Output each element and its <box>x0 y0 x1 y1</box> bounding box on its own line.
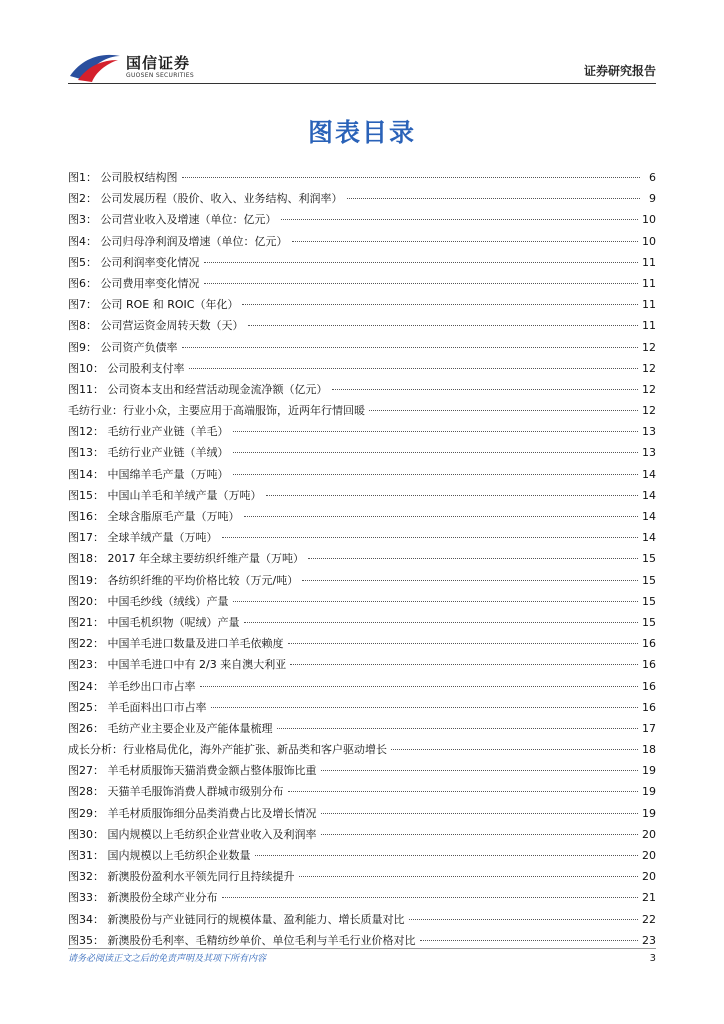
toc-entry[interactable] <box>68 807 656 828</box>
toc-entry-page: 19 <box>642 785 656 799</box>
disclaimer-note: 请务必阅读正文之后的免责声明及其项下所有内容 <box>68 954 267 964</box>
toc-entry-label: 图32： 新澳股份盈利水平领先同行且持续提升 <box>68 870 295 884</box>
toc-dot-leader <box>299 876 639 877</box>
toc-dot-leader <box>308 558 638 559</box>
toc-dot-leader <box>288 643 639 644</box>
toc-entry[interactable] <box>68 701 656 722</box>
toc-entry-page: 11 <box>642 255 656 269</box>
toc-entry-label: 图6： 公司费用率变化情况 <box>68 276 200 290</box>
toc-entry[interactable] <box>68 362 656 383</box>
toc-entry-label: 图1： 公司股权结构图 <box>68 171 178 184</box>
toc-dot-leader <box>292 241 639 242</box>
toc-entry-page: 13 <box>642 425 656 439</box>
toc-entry-label: 图11： 公司资本支出和经营活动现金流净额（亿元） <box>68 382 328 396</box>
toc-entry-page: 15 <box>642 552 656 566</box>
toc-entry[interactable] <box>68 192 656 213</box>
toc-entry[interactable] <box>68 913 656 934</box>
toc-entry-label: 图30： 国内规模以上毛纺织企业营业收入及利润率 <box>68 827 317 841</box>
toc-entry-label: 图31： 国内规模以上毛纺织企业数量 <box>68 849 251 862</box>
toc-entry-page: 12 <box>642 404 656 418</box>
toc-entry-label: 图34： 新澳股份与产业链同行的规模体量、盈利能力、增长质量对比 <box>68 912 405 926</box>
toc-entry-page: 16 <box>642 637 656 651</box>
toc-entry[interactable] <box>68 722 656 743</box>
guosen-logo-mark-icon <box>68 50 122 84</box>
toc-dot-leader <box>233 452 639 453</box>
toc-entry-label: 图29： 羊毛材质服饰细分品类消费占比及增长情况 <box>68 806 317 820</box>
toc-entry-page: 17 <box>642 721 656 735</box>
toc-entry-page: 15 <box>642 615 656 629</box>
toc-dot-leader <box>222 897 639 898</box>
toc-entry-label: 毛纺行业：行业小众，主要应用于高端服饰，近两年行情回暖 <box>68 404 365 418</box>
toc-dot-leader <box>242 304 638 305</box>
toc-dot-leader <box>244 622 639 623</box>
toc-dot-leader <box>200 686 639 687</box>
toc-entry-page: 10 <box>642 234 656 248</box>
toc-entry-label: 图16： 全球含脂原毛产量（万吨） <box>68 510 240 523</box>
toc-entry[interactable] <box>68 446 656 467</box>
toc-entry[interactable] <box>68 277 656 298</box>
toc-entry-page: 22 <box>642 912 656 926</box>
toc-entry-page: 9 <box>649 192 656 206</box>
toc-dot-leader <box>222 537 639 538</box>
toc-entry[interactable] <box>68 298 656 319</box>
toc-entry-page: 19 <box>642 806 656 820</box>
toc-entry-label: 图28： 天猫羊毛服饰消费人群城市级别分布 <box>68 785 284 799</box>
toc-entry-page: 23 <box>642 933 656 947</box>
toc-entry-page: 20 <box>642 827 656 841</box>
toc-dot-leader <box>302 580 638 581</box>
logo-english-name: GUOSEN SECURITIES <box>126 71 195 79</box>
toc-entry[interactable] <box>68 319 656 340</box>
toc-entry[interactable] <box>68 552 656 573</box>
toc-entry[interactable] <box>68 743 656 764</box>
toc-dot-leader <box>182 347 639 348</box>
toc-entry-label: 图18： 2017 年全球主要纺织纤维产量（万吨） <box>68 552 304 566</box>
toc-dot-leader <box>321 813 639 814</box>
toc-entry-label: 图25： 羊毛面料出口市占率 <box>68 700 207 714</box>
toc-dot-leader <box>244 516 639 517</box>
toc-entry[interactable] <box>68 489 656 510</box>
toc-dot-leader <box>409 919 639 920</box>
toc-entry-label: 图14： 中国绵羊毛产量（万吨） <box>68 467 229 481</box>
toc-entry[interactable] <box>68 616 656 637</box>
toc-entry-page: 14 <box>642 488 656 502</box>
toc-dot-leader <box>266 495 639 496</box>
report-type-label: 证券研究报告 <box>583 64 656 78</box>
toc-dot-leader <box>233 601 639 602</box>
toc-entry[interactable] <box>68 574 656 595</box>
toc-dot-leader <box>288 791 639 792</box>
toc-entry-page: 14 <box>642 467 656 481</box>
toc-dot-leader <box>332 389 639 390</box>
toc-entry-page: 18 <box>642 743 656 757</box>
toc-entry[interactable] <box>68 213 656 234</box>
toc-dot-leader <box>391 749 638 750</box>
toc-entry-page: 14 <box>642 510 656 523</box>
toc-dot-leader <box>281 219 639 220</box>
toc-dot-leader <box>321 770 639 771</box>
toc-entry-page: 10 <box>642 213 656 227</box>
toc-entry[interactable] <box>68 235 656 256</box>
toc-entry-label: 图24： 羊毛纱出口市占率 <box>68 679 196 693</box>
toc-entry-page: 16 <box>642 679 656 693</box>
page-header <box>68 47 656 87</box>
toc-entry-page: 16 <box>642 700 656 714</box>
toc-entry-label: 成长分析：行业格局优化，海外产能扩张、新品类和客户驱动增长 <box>68 743 387 757</box>
toc-entry-label: 图26： 毛纺产业主要企业及产能体量梳理 <box>68 721 273 735</box>
toc-dot-leader <box>369 410 638 411</box>
toc-dot-leader <box>255 855 639 856</box>
toc-entry[interactable] <box>68 637 656 658</box>
toc-entry[interactable] <box>68 849 656 870</box>
toc-dot-leader <box>248 325 639 326</box>
toc-dot-leader <box>277 728 639 729</box>
toc-entry[interactable] <box>68 891 656 912</box>
toc-entry[interactable] <box>68 680 656 701</box>
toc-dot-leader <box>347 198 641 199</box>
toc-entry-label: 图22： 中国羊毛进口数量及进口羊毛依赖度 <box>68 637 284 651</box>
table-of-figures <box>68 171 656 955</box>
toc-entry-label: 图27： 羊毛材质服饰天猫消费金额占整体服饰比重 <box>68 764 317 778</box>
toc-entry-label: 图5： 公司利润率变化情况 <box>68 255 200 269</box>
toc-entry-label: 图7： 公司 ROE 和 ROIC（年化） <box>68 298 239 312</box>
toc-dot-leader <box>182 177 641 178</box>
toc-entry[interactable] <box>68 425 656 446</box>
guosen-logo <box>68 47 194 87</box>
toc-entry-label: 图9： 公司资产负债率 <box>68 340 178 354</box>
toc-dot-leader <box>233 474 639 475</box>
toc-entry-label: 图19： 各纺织纤维的平均价格比较（万元/吨） <box>68 573 299 587</box>
toc-dot-leader <box>204 262 639 263</box>
toc-entry[interactable] <box>68 468 656 489</box>
toc-entry[interactable] <box>68 171 656 192</box>
toc-entry-page: 13 <box>642 446 656 460</box>
toc-entry-label: 图33： 新澳股份全球产业分布 <box>68 891 218 905</box>
toc-entry-page: 12 <box>642 382 656 396</box>
toc-entry-label: 图23： 中国羊毛进口中有 2/3 来自澳大利亚 <box>68 658 287 672</box>
toc-entry[interactable] <box>68 658 656 679</box>
toc-entry[interactable] <box>68 510 656 531</box>
toc-entry[interactable] <box>68 256 656 277</box>
logo-chinese-name: 国信证券 <box>126 53 191 72</box>
toc-entry-page: 11 <box>642 298 656 312</box>
toc-entry[interactable] <box>68 828 656 849</box>
toc-entry[interactable] <box>68 870 656 891</box>
toc-entry-page: 16 <box>642 658 656 672</box>
toc-dot-leader <box>420 940 639 941</box>
toc-entry-label: 图17： 全球羊绒产量（万吨） <box>68 531 218 545</box>
toc-entry-page: 15 <box>642 573 656 587</box>
toc-entry-page: 12 <box>642 361 656 375</box>
toc-dot-leader <box>290 664 638 665</box>
toc-entry[interactable] <box>68 404 656 425</box>
toc-entry-page: 11 <box>642 276 656 290</box>
toc-entry[interactable] <box>68 764 656 785</box>
toc-entry-page: 12 <box>642 340 656 354</box>
toc-entry[interactable] <box>68 595 656 616</box>
toc-entry-label: 图12： 毛纺行业产业链（羊毛） <box>68 425 229 439</box>
toc-entry-label: 图35： 新澳股份毛利率、毛精纺纱单价、单位毛利与羊毛行业价格对比 <box>68 933 416 947</box>
toc-dot-leader <box>233 431 639 432</box>
toc-entry-label: 图3： 公司营业收入及增速（单位：亿元） <box>68 213 277 227</box>
toc-entry-label: 图13： 毛纺行业产业链（羊绒） <box>68 446 229 460</box>
toc-entry-page: 19 <box>642 764 656 778</box>
toc-entry[interactable] <box>68 383 656 404</box>
toc-entry-label: 图10： 公司股利支付率 <box>68 361 185 375</box>
toc-entry-label: 图21： 中国毛机织物（呢绒）产量 <box>68 615 240 629</box>
toc-entry-page: 14 <box>642 531 656 545</box>
toc-entry-label: 图4： 公司归母净利润及增速（单位：亿元） <box>68 234 288 248</box>
toc-entry[interactable] <box>68 785 656 806</box>
toc-dot-leader <box>204 283 639 284</box>
header-divider <box>68 83 656 84</box>
toc-entry-page: 6 <box>649 171 656 184</box>
toc-entry-label: 图2： 公司发展历程（股价、收入、业务结构、利润率） <box>68 192 343 206</box>
toc-dot-leader <box>189 368 639 369</box>
page-title: 图表目录 <box>307 118 416 147</box>
toc-entry-page: 15 <box>642 594 656 608</box>
page-number: 3 <box>649 953 656 964</box>
toc-dot-leader <box>211 707 639 708</box>
toc-entry[interactable] <box>68 531 656 552</box>
toc-entry-label: 图8： 公司营运资金周转天数（天） <box>68 319 244 333</box>
toc-entry-page: 20 <box>642 870 656 884</box>
toc-entry-page: 11 <box>642 319 656 333</box>
toc-entry-page: 20 <box>642 849 656 862</box>
toc-entry-label: 图20： 中国毛纱线（绒线）产量 <box>68 594 229 608</box>
toc-entry-label: 图15： 中国山羊毛和羊绒产量（万吨） <box>68 488 262 502</box>
footer-divider <box>68 948 656 949</box>
toc-dot-leader <box>321 834 639 835</box>
toc-entry[interactable] <box>68 341 656 362</box>
toc-entry-page: 21 <box>642 891 656 905</box>
